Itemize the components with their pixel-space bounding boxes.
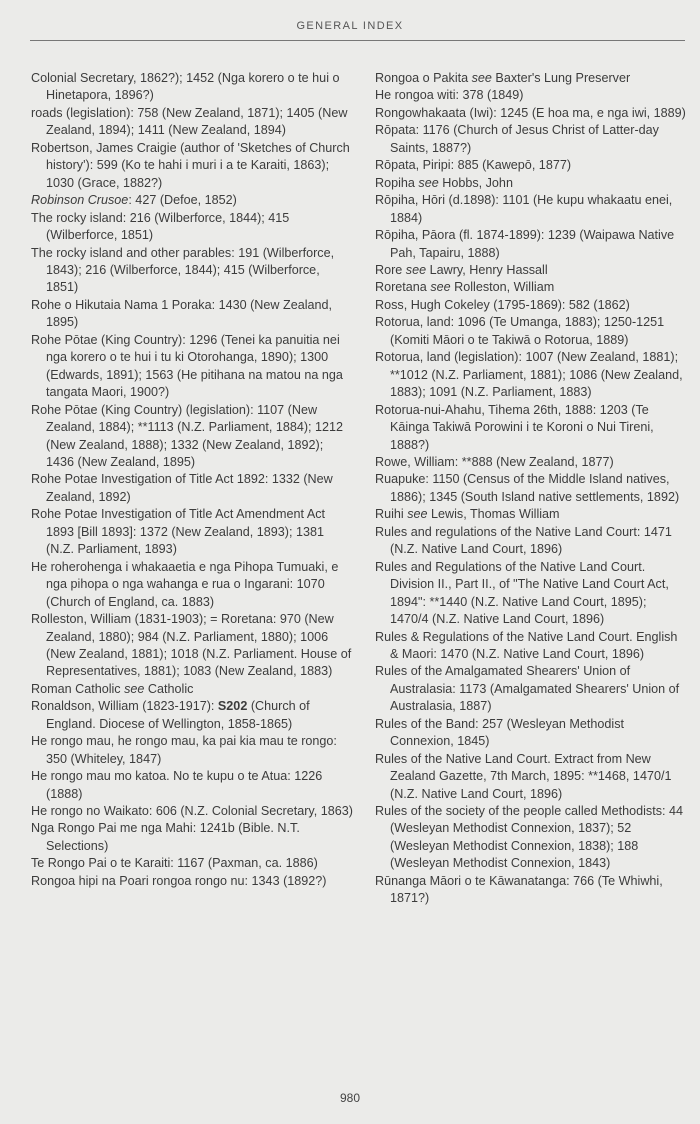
entry-text: Ruapuke: 1150 (Census of the Middle Island natives, 1886); 1345 (South Island native settlements, 1892) (375, 472, 680, 504)
entry-text: Hobbs, John (438, 175, 513, 190)
entry-heading: Rongoa o Pakita (375, 71, 472, 85)
entry-text: Rules of the society of the people called Methodists: 44 (Wesleyan Methodist Connexion, 1837); 52 (Wesleyan Methodist Connexion, 1838); 188 (Wesleyan Methodist Connexion, 1843) (375, 804, 684, 871)
entry-text: Nga Rongo Pai me nga Mahi: 1241b (Bible. N.T. Selections) (31, 821, 300, 853)
entry-text: Lawry, Henry Hassall (426, 262, 548, 277)
index-entry (31, 803, 354, 820)
entry-text: Te Rongo Pai o te Karaiti: 1167 (Paxman, ca. 1886) (31, 856, 318, 871)
entry-text: Rolleston, William (1831-1903); = Roretana: 970 (New Zealand, 1880); 984 (N.Z. Parliament, 1880); 1006 (New Zealand, 1881); 1018 (N.Z. Parliament. House of Representatives, 1881); 1083 (New Zealand, 1883) (31, 612, 352, 679)
entry-text: He rongo mau, he rongo mau, ka pai kia mau te rongo: 350 (Whiteley, 1847) (31, 734, 337, 766)
entry-text: Rongoa hipi na Poari rongoa rongo nu: 1343 (1892?) (31, 873, 327, 888)
index-entry (31, 70, 354, 105)
page-number: 980 (339, 1091, 361, 1105)
index-entry (375, 314, 687, 349)
index-entry (375, 471, 687, 506)
index-entry (375, 297, 687, 314)
entry-text: Rohe Potae Investigation of Title Act Amendment Act 1893 [Bill 1893]: 1372 (New Zealand, 1893); 1381 (N.Z. Parliament, 1893) (31, 507, 326, 557)
index-entry (375, 175, 687, 192)
entry-text: Rowe, William: **888 (New Zealand, 1877) (375, 454, 614, 469)
entry-heading: Ropiha (375, 175, 419, 190)
entry-text: Rolleston, William (450, 280, 555, 295)
entry-text: Rules and Regulations of the Native Land Court. Division II., Part II., of "The Native Land Court Act, 1894": **1440 (N.Z. Native Land Court, 1895); 1470/4 (N.Z. Native Land Court, 1896) (375, 559, 669, 627)
entry-text: Rohe Pōtae (King Country) (legislation): 1107 (New Zealand, 1884); **1113 (N.Z. Parliament, 1884); 1212 (New Zealand, 1888); 1332 (New Zealand, 1892); 1436 (New Zealand, 1895) (31, 402, 344, 469)
index-entry (375, 454, 687, 471)
index-entry (31, 559, 354, 611)
index-entry (31, 471, 354, 506)
entry-heading: Ronaldson, William (1823-1917): (31, 699, 218, 714)
entry-text: Rotorua, land: 1096 (Te Umanga, 1883); 1250-1251 (Komiti Māori o te Takiwā o Rotorua, 1889) (375, 315, 665, 347)
entry-text: Rules & Regulations of the Native Land Court. English & Maori: 1470 (N.Z. Native Land Court, 1896) (375, 629, 678, 661)
index-entry (375, 716, 687, 751)
index-entry (375, 70, 687, 87)
header-rule (30, 40, 685, 41)
index-entry (31, 140, 354, 192)
entry-text: Rūnanga Māori o te Kāwanatanga: 766 (Te Whiwhi, 1871?) (375, 873, 663, 906)
entry-italic: Robinson Crusoe (31, 193, 129, 208)
entry-italic: see (407, 507, 428, 522)
entry-text: (Church of England. Diocese of Wellington, 1858-1865) (46, 699, 310, 731)
entry-text: : 427 (Defoe, 1852) (128, 193, 237, 208)
index-entry (375, 402, 687, 454)
index-entry (375, 349, 687, 401)
entry-italic: see (405, 262, 427, 277)
index-entry (375, 559, 687, 629)
index-entry (31, 873, 354, 890)
entry-text: Rules of the Band: 257 (Wesleyan Methodist Connexion, 1845) (375, 716, 624, 749)
index-entry (31, 855, 354, 872)
index-entry (31, 402, 354, 472)
entry-text: Rōpata: 1176 (Church of Jesus Christ of Latter-day Saints, 1887?) (375, 123, 659, 155)
index-entry (31, 698, 354, 733)
entry-italic: see (124, 681, 145, 696)
index-entry (375, 663, 687, 715)
entry-bold-ref: S202 (217, 699, 248, 714)
entry-italic: see (471, 71, 492, 85)
entry-text: Rotorua-nui-Ahahu, Tihema 26th, 1888: 1203 (Te Kāinga Takiwā Porowini i te Koroni o Nui Tireni, 1888?) (375, 402, 654, 452)
right-column (375, 70, 687, 908)
entry-text: Catholic (144, 681, 194, 696)
index-entry (375, 157, 687, 174)
entry-heading: Ruihi (375, 507, 408, 522)
entry-text: Baxter's Lung Preserver (491, 71, 631, 85)
index-entry (375, 803, 687, 873)
index-entry (375, 524, 687, 559)
running-header: GENERAL INDEX (296, 20, 404, 32)
index-entry (31, 332, 354, 402)
entry-text: He roherohenga i whakaaetia e nga Pihopa Tumuaki, e nga pihopa o nga wahanga e rua o Ingarani: 1070 (Church of England, ca. 1883) (31, 559, 339, 609)
index-entry (375, 629, 687, 664)
entry-text: Ross, Hugh Cokeley (1795-1869): 582 (1862) (375, 297, 630, 312)
entry-text: Rohe Potae Investigation of Title Act 1892: 1332 (New Zealand, 1892) (31, 472, 333, 504)
index-entry (375, 262, 687, 279)
index-entry (31, 820, 354, 855)
index-entry (375, 122, 687, 157)
entry-text: Lewis, Thomas William (427, 507, 560, 522)
entry-text: Rules of the Native Land Court. Extract from New Zealand Gazette, 7th March, 1895: **1468, 1470/1 (N.Z. Native Land Court, 1896) (375, 751, 672, 801)
index-entry (375, 279, 687, 296)
index-entry (375, 751, 687, 803)
index-entry (375, 105, 687, 122)
entry-heading: Roretana (375, 280, 431, 295)
entry-text: roads (legislation): 758 (New Zealand, 1871); 1405 (New Zealand, 1894); 1411 (New Zealand, 1894) (31, 105, 348, 138)
index-entry (375, 87, 687, 104)
index-entry (31, 733, 354, 768)
entry-text: He rongo mau mo katoa. No te kupu o te Atua: 1226 (1888) (31, 769, 323, 801)
entry-text: Colonial Secretary, 1862?); 1452 (Nga korero o te hui o Hinetapora, 1896?) (31, 71, 340, 103)
index-entry (31, 611, 354, 681)
index-entry (375, 873, 687, 908)
entry-text: He rongo no Waikato: 606 (N.Z. Colonial Secretary, 1863) (31, 804, 353, 819)
entry-text: Rongowhakaata (Iwi): 1245 (E hoa ma, e nga iwi, 1889) (375, 105, 686, 120)
entry-heading: Roman Catholic (31, 681, 125, 696)
entry-text: The rocky island: 216 (Wilberforce, 1844); 415 (Wilberforce, 1851) (31, 210, 290, 243)
index-entry (31, 297, 354, 332)
index-entry (31, 245, 354, 297)
entry-italic: see (418, 175, 439, 190)
entry-text: Rōpiha, Hōri (d.1898): 1101 (He kupu whakaatu enei, 1884) (375, 193, 673, 225)
index-entry (31, 105, 354, 140)
entry-text: Rules of the Amalgamated Shearers' Union of Australasia: 1173 (Amalgamated Shearers' Union of Australasia, 1887) (375, 664, 680, 714)
index-entry (375, 227, 687, 262)
entry-text: Rōpiha, Pāora (fl. 1874-1899): 1239 (Waipawa Native Pah, Tapairu, 1888) (375, 228, 675, 260)
index-entry (375, 506, 687, 523)
entry-italic: see (430, 280, 451, 295)
index-entry (31, 681, 354, 698)
entry-text: Robertson, James Craigie (author of 'Sketches of Church history'): 599 (Ko te hahi i muri i a te Karaiti, 1863); 1030 (Grace, 1882?) (31, 140, 350, 190)
entry-text: Rohe o Hikutaia Nama 1 Poraka: 1430 (New Zealand, 1895) (31, 297, 333, 330)
entry-text: The rocky island and other parables: 191 (Wilberforce, 1843); 216 (Wilberforce, 1844); 415 (Wilberforce, 1851) (31, 245, 335, 295)
entry-text: Rotorua, land (legislation): 1007 (New Zealand, 1881); **1012 (N.Z. Parliament, 1881); 1086 (New Zealand, 1883); 1091 (N.Z. Parliament, 1883) (375, 350, 683, 400)
entry-text: Rules and regulations of the Native Land Court: 1471 (N.Z. Native Land Court, 1896) (375, 524, 672, 557)
index-entry (31, 768, 354, 803)
entry-heading: Rore (375, 262, 406, 277)
index-entry (31, 192, 354, 209)
index-entry (31, 210, 354, 245)
entry-text: He rongoa witi: 378 (1849) (375, 88, 524, 103)
entry-text: Rōpata, Piripi: 885 (Kawepō, 1877) (375, 158, 572, 173)
index-entry (31, 506, 354, 558)
entry-text: Rohe Pōtae (King Country): 1296 (Tenei ka panuitia nei nga korero o te hui i tu ki Otorohanga, 1890); 1300 (Edwards, 1891); 1563 (He pitihana na matou na nga tangata Maori, 1900?) (31, 332, 343, 400)
index-entry (375, 192, 687, 227)
left-column (31, 70, 354, 890)
